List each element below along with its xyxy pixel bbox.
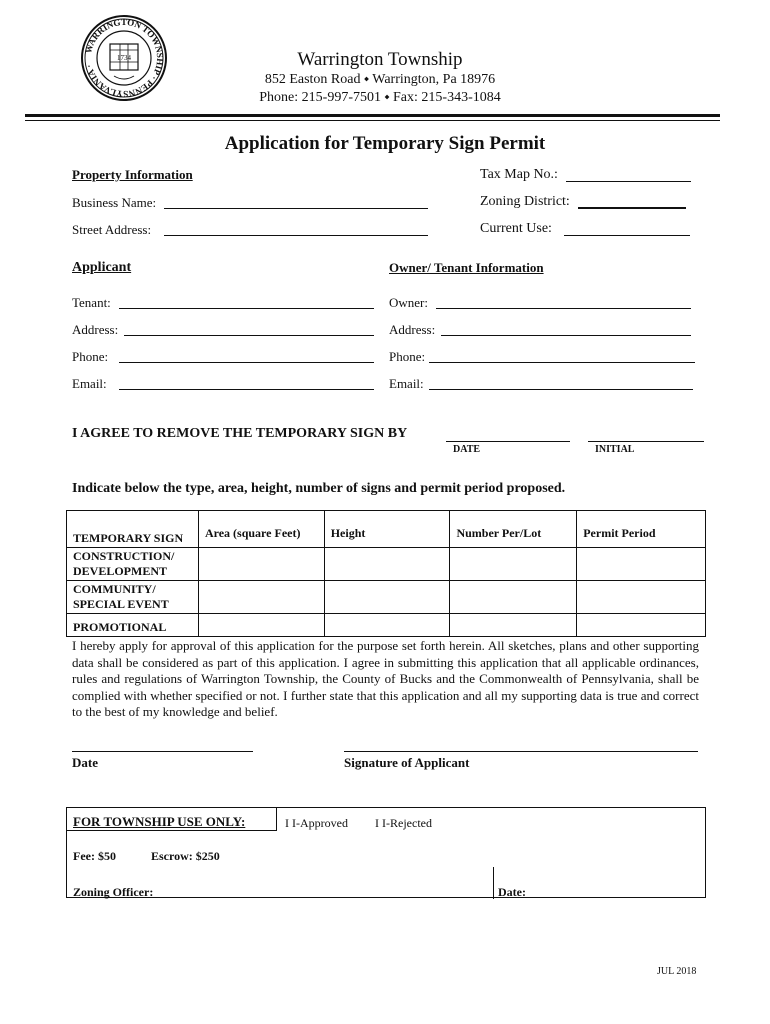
table-row (67, 548, 706, 581)
zoning-district-label: Zoning District: (480, 194, 570, 209)
table-cell[interactable] (577, 614, 706, 637)
table-cell[interactable] (324, 614, 450, 637)
business-name-label: Business Name: (72, 195, 157, 210)
org-phone: Phone: 215-997-7501 ⬩ Fax: 215-343-1084 (259, 90, 501, 105)
date-caption: DATE (453, 444, 481, 455)
signature-date-label: Date (72, 755, 98, 770)
owner-heading: Owner/ Tenant Information (389, 260, 544, 275)
rejected-option[interactable] (375, 814, 432, 832)
signature-label: Signature of Applicant (344, 755, 470, 770)
table-cell[interactable] (577, 581, 706, 614)
col-header-sign-type: TEMPORARY SIGN (67, 511, 199, 548)
table-cell[interactable] (324, 581, 450, 614)
zoning-district-field[interactable] (578, 207, 686, 209)
current-use-label: Current Use: (480, 221, 552, 236)
rejected-label: -Rejected (386, 816, 432, 830)
fee-text: Fee: $50 (73, 849, 116, 863)
table-cell[interactable] (198, 614, 324, 637)
table-header-row (67, 511, 706, 548)
owner-label: Owner: (389, 295, 428, 310)
signature-date-field[interactable] (72, 751, 253, 752)
org-address: 852 Easton Road ⬩ Warrington, Pa 18976 (264, 72, 496, 87)
row-label-construction: CONSTRUCTION/ DEVELOPMENT (67, 548, 199, 581)
township-use-box (66, 807, 706, 898)
tenant-field[interactable] (119, 308, 374, 309)
current-use-field[interactable] (564, 235, 690, 236)
owner-phone-label: Phone: (389, 349, 426, 364)
svg-text:WARRINGTON TOWNSHIP · PENNSYLV: WARRINGTON TOWNSHIP · PENNSYLVANIA · (83, 16, 166, 100)
owner-phone-field[interactable] (429, 362, 695, 363)
owner-email-field[interactable] (429, 389, 693, 390)
indicate-instruction: Indicate below the type, area, height, number of signs and permit period proposed. (72, 481, 566, 496)
tenant-label: Tenant: (72, 295, 111, 310)
property-heading: Property Information (72, 167, 193, 182)
sign-table (66, 510, 706, 637)
org-name: Warrington Township (297, 49, 463, 70)
table-row (67, 614, 706, 637)
col-header-area: Area (square Feet) (198, 511, 324, 548)
checkbox-icon: I I (375, 816, 386, 830)
signature-field[interactable] (344, 751, 698, 752)
applicant-phone-field[interactable] (119, 362, 374, 363)
zoning-officer-label: Zoning Officer: (73, 885, 154, 899)
form-revision-date: JUL 2018 (657, 966, 697, 977)
agree-statement: I AGREE TO REMOVE THE TEMPORARY SIGN BY (72, 426, 408, 441)
owner-address-field[interactable] (441, 335, 691, 336)
remove-date-field[interactable] (446, 441, 570, 442)
street-address-field[interactable] (164, 235, 428, 236)
form-title: Application for Temporary Sign Permit (224, 133, 546, 154)
header-rule-thin (25, 120, 720, 121)
table-cell[interactable] (577, 548, 706, 581)
row-label-promotional: PROMOTIONAL (67, 614, 199, 637)
business-name-field[interactable] (164, 208, 428, 209)
applicant-address-field[interactable] (124, 335, 374, 336)
col-header-period: Permit Period (577, 511, 706, 548)
table-cell[interactable] (450, 548, 577, 581)
table-cell[interactable] (198, 548, 324, 581)
header-rule (25, 114, 720, 117)
checkbox-icon: I I (285, 816, 296, 830)
approved-option[interactable] (285, 814, 348, 832)
applicant-phone-label: Phone: (72, 349, 109, 364)
declaration-paragraph: I hereby apply for approval of this application for the purpose set forth herein. All sketches, plans and other supporting data shall be considered as part of this application. I agree in submitting this application that all applicable ordinances, rules and regulations of Warrington Township, the County of Bucks and the Commonwealth of Pennsylvania, shall be complied with whether specified or not. I further state that this application and all my supporting data is true and correct to the best of my knowledge and belief. (72, 638, 699, 719)
initial-field[interactable] (588, 441, 704, 442)
table-cell[interactable] (198, 581, 324, 614)
col-header-height: Height (324, 511, 450, 548)
applicant-address-label: Address: (72, 322, 119, 337)
approved-label: -Approved (296, 816, 348, 830)
street-address-label: Street Address: (72, 222, 152, 237)
escrow-text: Escrow: $250 (151, 849, 220, 863)
township-seal-logo (80, 14, 168, 102)
tax-map-field[interactable] (566, 181, 691, 182)
applicant-email-label: Email: (72, 376, 107, 391)
initial-caption: INITIAL (595, 444, 635, 455)
owner-address-label: Address: (389, 322, 436, 337)
owner-email-label: Email: (389, 376, 424, 391)
applicant-heading: Applicant (72, 260, 132, 275)
table-cell[interactable] (450, 614, 577, 637)
svg-text:1734: 1734 (117, 54, 131, 62)
col-header-number: Number Per/Lot (450, 511, 577, 548)
tax-map-label: Tax Map No.: (480, 167, 558, 182)
table-cell[interactable] (324, 548, 450, 581)
table-cell[interactable] (450, 581, 577, 614)
owner-field[interactable] (436, 308, 691, 309)
township-date-label: Date: (498, 885, 526, 899)
table-row (67, 581, 706, 614)
row-label-community: COMMUNITY/ SPECIAL EVENT (67, 581, 199, 614)
township-use-heading: FOR TOWNSHIP USE ONLY: (73, 814, 246, 829)
applicant-email-field[interactable] (119, 389, 374, 390)
